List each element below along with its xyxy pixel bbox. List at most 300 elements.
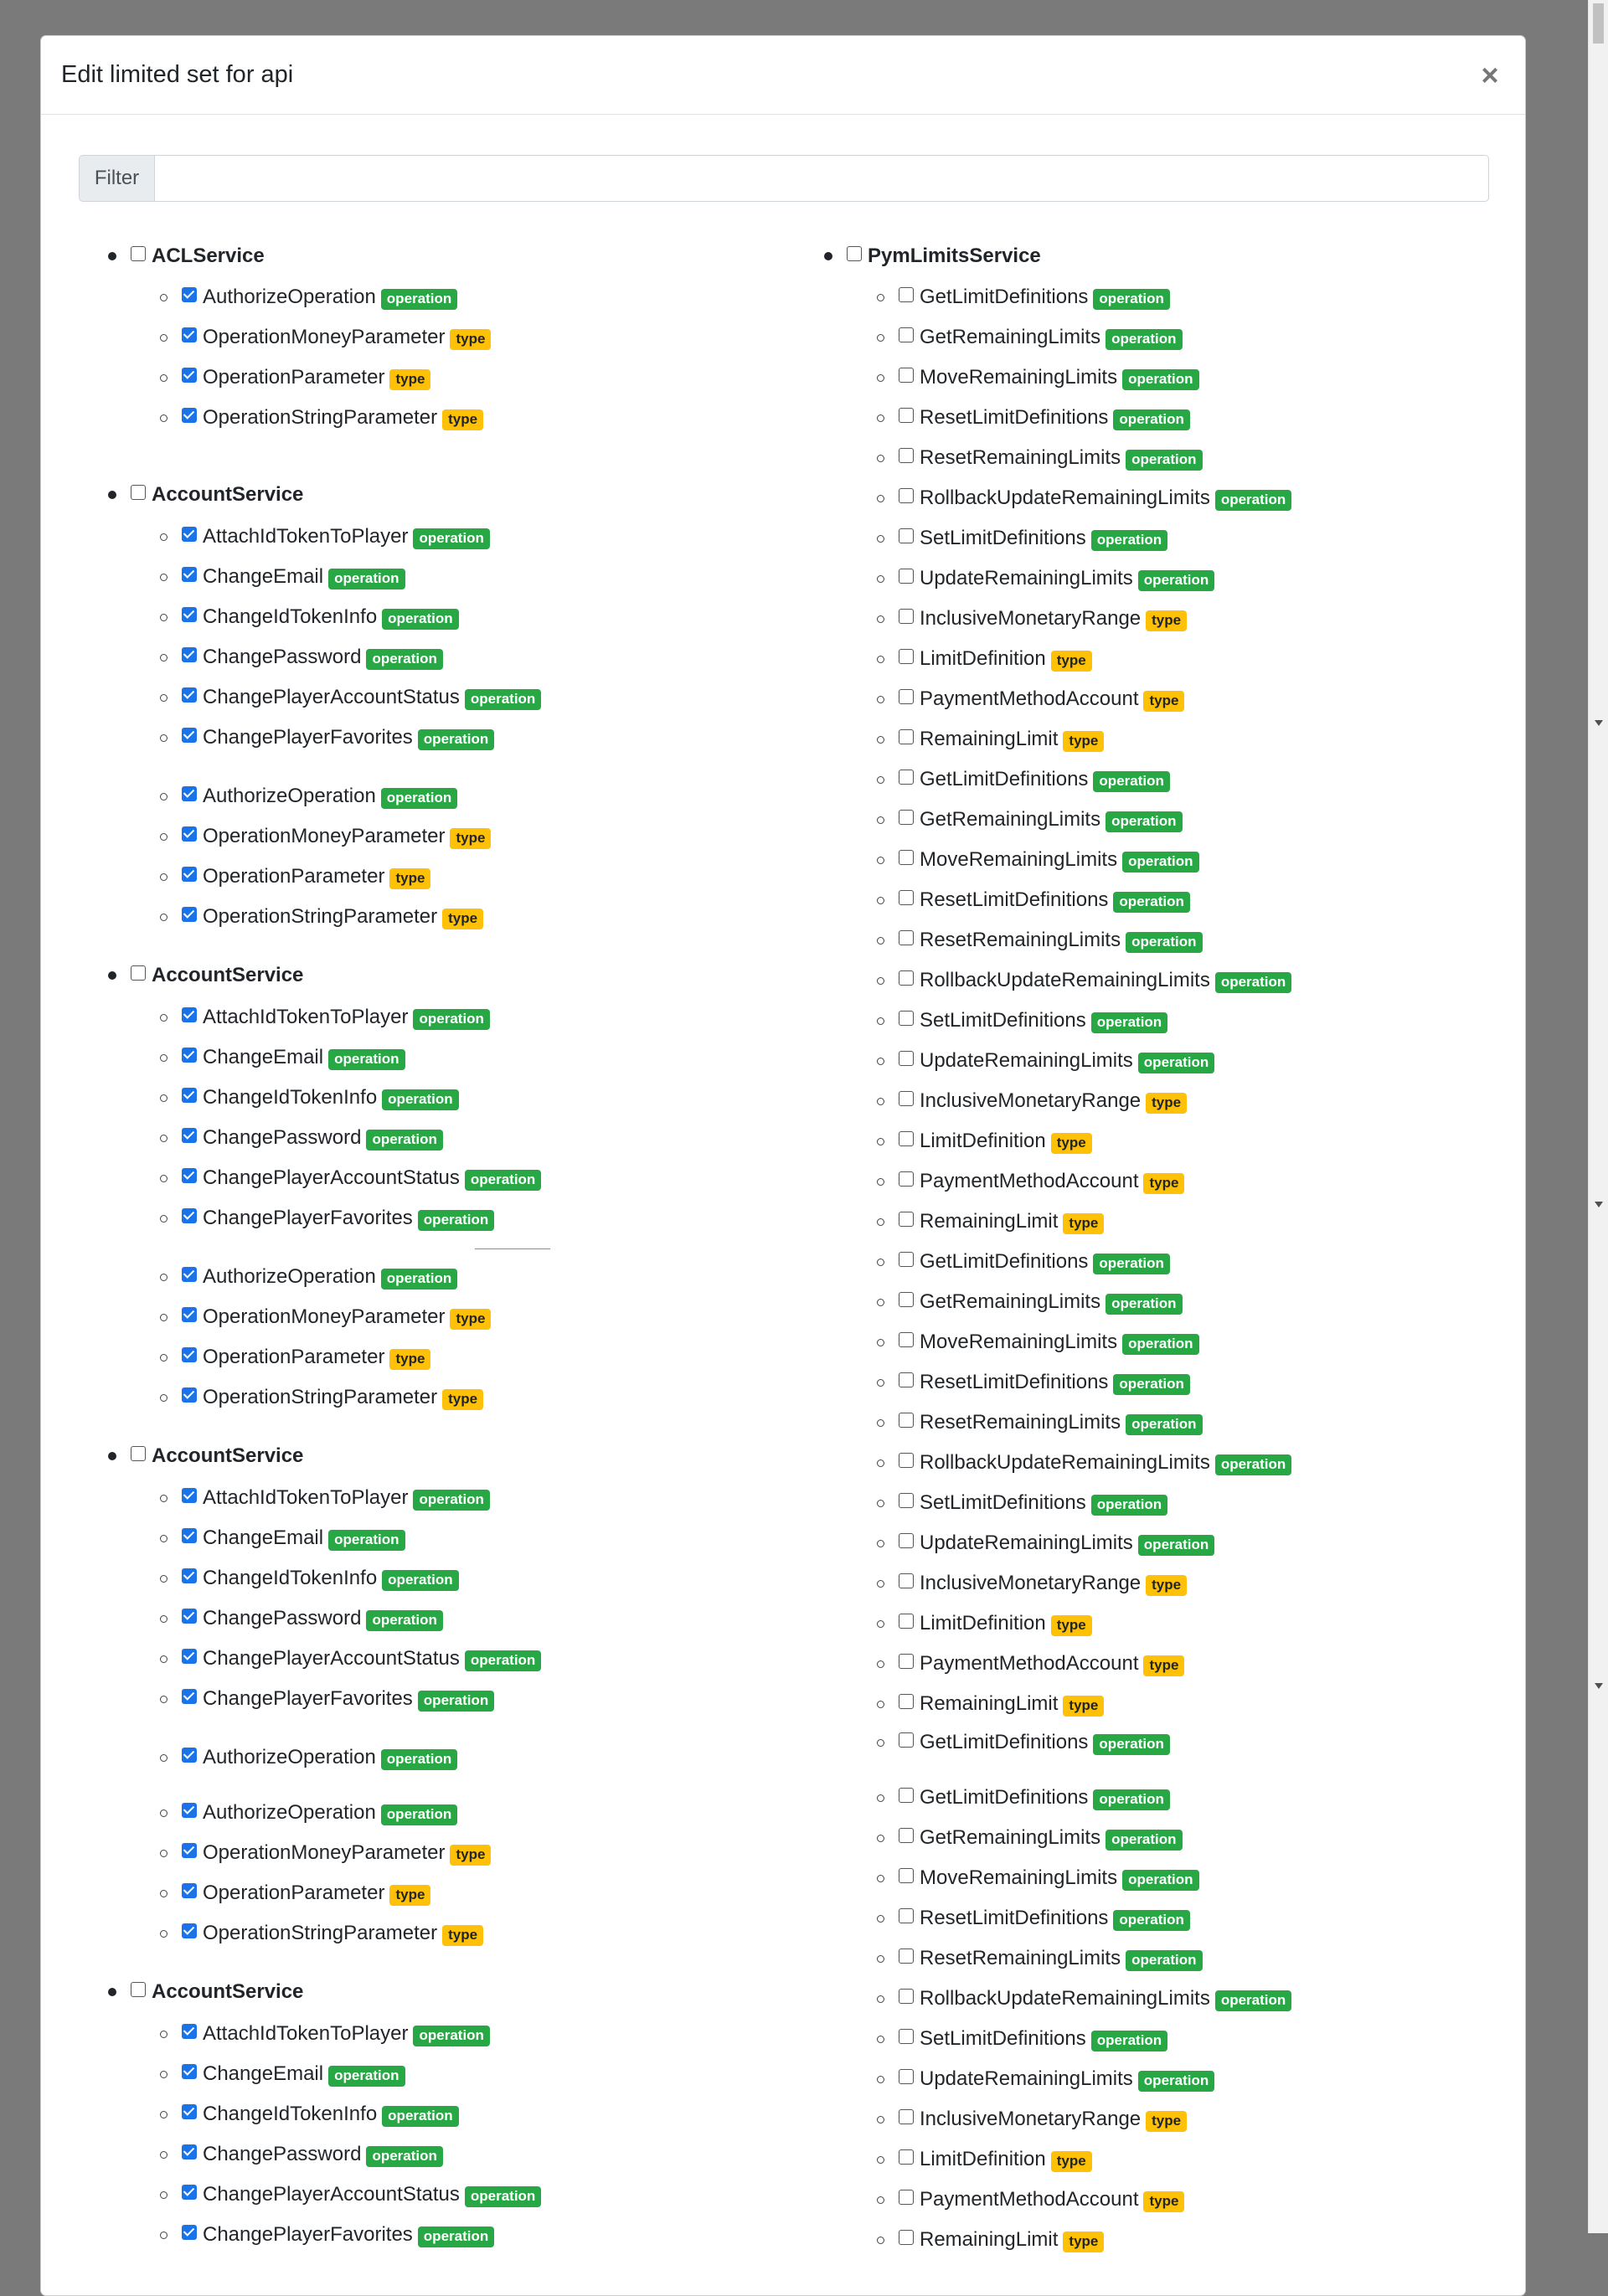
operation-badge: operation [382, 2106, 458, 2127]
list-item [160, 1481, 490, 1515]
list-item [877, 1567, 1187, 1600]
item-label: ChangeIdTokenInfo [203, 1086, 378, 1109]
operation-badge: operation [1122, 369, 1198, 390]
item-checkbox[interactable] [899, 1493, 914, 1508]
item-label: LimitDefinition [920, 647, 1046, 670]
bullet-icon [160, 1274, 168, 1281]
item-label: OperationStringParameter [203, 905, 438, 928]
filter-label: Filter [79, 155, 154, 202]
item-checkbox[interactable] [899, 1573, 914, 1588]
operation-badge: operation [465, 2186, 541, 2207]
item-checkbox[interactable] [899, 327, 914, 342]
item-label: SetLimitDefinitions [920, 1491, 1086, 1514]
item-label: ChangePassword [203, 646, 362, 668]
item-checkbox[interactable] [182, 567, 197, 582]
item-label: LimitDefinition [920, 1612, 1046, 1634]
bullet-icon [160, 294, 168, 301]
item-label: OperationMoneyParameter [203, 1305, 446, 1328]
item-label: PaymentMethodAccount [920, 1652, 1139, 1675]
service-row [108, 478, 303, 512]
item-checkbox[interactable] [182, 2144, 197, 2160]
list-item [160, 1521, 405, 1555]
item-checkbox[interactable] [182, 786, 197, 801]
item-checkbox[interactable] [182, 1387, 197, 1403]
service-label: AccountService [152, 964, 304, 986]
item-label: ChangeEmail [203, 565, 324, 588]
list-item [877, 441, 1203, 475]
item-label: ResetLimitDefinitions [920, 1907, 1109, 1929]
list-item [160, 900, 483, 934]
bullet-icon [108, 491, 116, 499]
item-checkbox[interactable] [182, 1748, 197, 1763]
item-label: ResetLimitDefinitions [920, 888, 1109, 911]
item-label: RemainingLimit [920, 1692, 1059, 1715]
list-item [877, 803, 1183, 837]
modal-header [41, 36, 1525, 115]
operation-badge: operation [328, 1530, 405, 1551]
item-label: GetRemainingLimits [920, 326, 1101, 348]
bullet-icon [160, 1175, 168, 1182]
item-checkbox[interactable] [899, 649, 914, 664]
item-checkbox[interactable] [899, 569, 914, 584]
bullet-icon [160, 1054, 168, 1062]
list-item [877, 1205, 1104, 1238]
item-checkbox[interactable] [899, 1949, 914, 1964]
item-checkbox[interactable] [182, 1307, 197, 1322]
type-badge: type [1146, 1093, 1187, 1114]
item-label: GetLimitDefinitions [920, 1250, 1089, 1273]
bullet-icon [160, 2111, 168, 2118]
operation-badge: operation [1106, 329, 1182, 350]
type-badge: type [1146, 1575, 1187, 1596]
item-label: ChangePlayerAccountStatus [203, 1166, 460, 1189]
operation-badge: operation [1138, 1535, 1214, 1556]
item-checkbox[interactable] [182, 1007, 197, 1022]
operation-badge: operation [418, 729, 494, 750]
item-label: ChangeIdTokenInfo [203, 605, 378, 628]
bullet-icon [160, 1930, 168, 1938]
close-icon[interactable]: × [1481, 57, 1499, 92]
service-label: AccountService [152, 1444, 304, 1467]
list-item [160, 1917, 483, 1950]
item-label: ChangePassword [203, 1126, 362, 1149]
service-label: AccountService [152, 1980, 304, 2003]
operation-badge: operation [1113, 409, 1189, 430]
item-label: AuthorizeOperation [203, 286, 376, 308]
item-checkbox[interactable] [182, 2064, 197, 2079]
item-checkbox[interactable] [899, 1614, 914, 1629]
operation-badge: operation [381, 1804, 457, 1825]
item-checkbox[interactable] [182, 907, 197, 922]
list-item [160, 641, 443, 674]
bullet-icon [160, 1135, 168, 1142]
item-label: MoveRemainingLimits [920, 848, 1118, 871]
type-badge: type [1063, 2232, 1104, 2252]
list-item [160, 1260, 457, 1294]
bullet-icon [877, 816, 884, 824]
item-checkbox[interactable] [899, 1332, 914, 1347]
bullet-icon [877, 1017, 884, 1025]
item-label: ResetRemainingLimits [920, 446, 1121, 469]
filter-input[interactable] [154, 155, 1489, 202]
item-checkbox[interactable] [899, 1788, 914, 1803]
bullet-icon [877, 1500, 884, 1507]
type-badge: type [450, 329, 491, 350]
list-item [877, 1285, 1183, 1319]
item-checkbox[interactable] [899, 2230, 914, 2245]
item-label: ChangePassword [203, 2143, 362, 2165]
item-checkbox[interactable] [899, 1051, 914, 1066]
item-checkbox[interactable] [899, 1252, 914, 1267]
bullet-icon [877, 615, 884, 623]
bullet-icon [877, 1915, 884, 1923]
item-checkbox[interactable] [182, 1088, 197, 1103]
item-checkbox[interactable] [899, 1091, 914, 1106]
list-item [160, 1381, 483, 1414]
bullet-icon [877, 455, 884, 462]
item-checkbox[interactable] [899, 2109, 914, 2124]
operation-badge: operation [1215, 972, 1291, 993]
operation-badge: operation [1113, 1374, 1189, 1395]
bullet-icon [160, 654, 168, 662]
item-label: AuthorizeOperation [203, 1265, 376, 1288]
bullet-icon [877, 696, 884, 703]
item-label: ChangePassword [203, 1607, 362, 1629]
item-checkbox[interactable] [182, 607, 197, 622]
type-badge: type [1143, 1655, 1184, 1676]
item-checkbox[interactable] [182, 2185, 197, 2200]
list-item [877, 1165, 1184, 1198]
bullet-icon [877, 1580, 884, 1588]
type-badge: type [389, 1885, 430, 1906]
item-checkbox[interactable] [182, 527, 197, 542]
operation-badge: operation [1138, 1053, 1214, 1073]
list-item [160, 1300, 491, 1334]
item-checkbox[interactable] [182, 1568, 197, 1583]
page-scrollbar[interactable] [1588, 0, 1608, 2233]
item-checkbox[interactable] [899, 1171, 914, 1187]
bullet-icon [160, 1094, 168, 1102]
item-checkbox[interactable] [182, 1843, 197, 1858]
item-checkbox[interactable] [182, 647, 197, 662]
bullet-icon [160, 1754, 168, 1762]
type-badge: type [1143, 691, 1184, 712]
item-checkbox[interactable] [899, 2069, 914, 2084]
item-checkbox[interactable] [899, 2149, 914, 2165]
item-label: AuthorizeOperation [203, 785, 376, 807]
item-checkbox[interactable] [182, 408, 197, 423]
item-label: RollbackUpdateRemainingLimits [920, 969, 1210, 991]
service-checkbox[interactable] [847, 246, 862, 261]
item-checkbox[interactable] [899, 770, 914, 785]
bullet-icon [160, 1215, 168, 1223]
bullet-icon [160, 1535, 168, 1542]
bullet-icon [160, 2151, 168, 2159]
item-checkbox[interactable] [899, 1212, 914, 1227]
list-item [877, 723, 1104, 756]
item-label: ResetRemainingLimits [920, 1411, 1121, 1434]
bullet-icon [160, 414, 168, 422]
bullet-icon [160, 1850, 168, 1857]
bullet-icon [877, 1620, 884, 1628]
type-badge: type [1051, 1615, 1092, 1636]
list-item [160, 1682, 494, 1716]
bullet-icon [108, 1988, 116, 1996]
item-checkbox[interactable] [182, 1347, 197, 1362]
service-checkbox[interactable] [131, 1446, 146, 1461]
item-checkbox[interactable] [182, 728, 197, 743]
item-checkbox[interactable] [182, 1923, 197, 1938]
item-label: AuthorizeOperation [203, 1801, 376, 1824]
item-checkbox[interactable] [899, 930, 914, 945]
item-label: OperationStringParameter [203, 1386, 438, 1408]
list-item [160, 1081, 459, 1115]
item-checkbox[interactable] [899, 1694, 914, 1709]
type-badge: type [442, 409, 483, 430]
bullet-icon [877, 1459, 884, 1467]
list-item [160, 321, 491, 354]
item-checkbox[interactable] [182, 687, 197, 703]
item-label: GetLimitDefinitions [920, 1731, 1089, 1753]
list-item [877, 2223, 1104, 2257]
item-checkbox[interactable] [182, 1649, 197, 1664]
operation-badge: operation [1126, 1414, 1202, 1435]
item-checkbox[interactable] [899, 1292, 914, 1307]
list-item [160, 1562, 459, 1595]
bullet-icon [160, 2071, 168, 2078]
operation-badge: operation [1138, 2071, 1214, 2092]
operation-badge: operation [418, 2227, 494, 2247]
item-checkbox[interactable] [182, 2225, 197, 2240]
item-label: SetLimitDefinitions [920, 2027, 1086, 2050]
item-checkbox[interactable] [899, 1908, 914, 1923]
list-item [877, 1781, 1170, 1815]
item-label: InclusiveMonetaryRange [920, 1089, 1142, 1112]
bullet-icon [877, 374, 884, 382]
item-label: OperationStringParameter [203, 406, 438, 429]
item-checkbox[interactable] [899, 1989, 914, 2004]
operation-badge: operation [381, 1749, 457, 1770]
operation-badge: operation [465, 1650, 541, 1671]
item-label: ResetRemainingLimits [920, 929, 1121, 951]
list-item [160, 361, 430, 394]
item-checkbox[interactable] [899, 1453, 914, 1468]
operation-badge: operation [1122, 852, 1198, 873]
item-checkbox[interactable] [182, 368, 197, 383]
list-item [160, 2057, 405, 2091]
filter-group [79, 155, 1489, 202]
item-checkbox[interactable] [182, 2024, 197, 2039]
type-badge: type [450, 1845, 491, 1866]
item-checkbox[interactable] [899, 1732, 914, 1748]
list-item [160, 1741, 457, 1774]
item-label: ChangeIdTokenInfo [203, 1567, 378, 1589]
bullet-icon [877, 1955, 884, 1963]
item-checkbox[interactable] [899, 287, 914, 302]
operation-badge: operation [1122, 1870, 1198, 1891]
operation-badge: operation [381, 788, 457, 809]
item-checkbox[interactable] [182, 327, 197, 342]
operation-badge: operation [1113, 892, 1189, 913]
bullet-icon [877, 1299, 884, 1306]
item-checkbox[interactable] [899, 609, 914, 624]
bullet-icon [108, 252, 116, 260]
bullet-icon [877, 2156, 884, 2164]
item-checkbox[interactable] [899, 890, 914, 905]
item-label: InclusiveMonetaryRange [920, 607, 1142, 630]
item-label: ChangeIdTokenInfo [203, 2103, 378, 2125]
list-item [877, 642, 1092, 676]
item-checkbox[interactable] [899, 1828, 914, 1843]
list-item [877, 843, 1199, 877]
item-checkbox[interactable] [182, 1803, 197, 1818]
item-checkbox[interactable] [182, 1883, 197, 1898]
operation-badge: operation [1093, 1734, 1169, 1755]
item-checkbox[interactable] [899, 1413, 914, 1428]
list-item [160, 860, 430, 893]
item-label: RollbackUpdateRemainingLimits [920, 1987, 1210, 2010]
item-checkbox[interactable] [899, 2190, 914, 2205]
list-item [877, 562, 1214, 595]
item-checkbox[interactable] [899, 528, 914, 543]
bullet-icon [877, 857, 884, 864]
service-checkbox[interactable] [131, 1982, 146, 1997]
item-checkbox[interactable] [899, 689, 914, 704]
item-checkbox[interactable] [182, 826, 197, 842]
list-item [160, 600, 459, 634]
item-checkbox[interactable] [182, 867, 197, 882]
type-badge: type [450, 1309, 491, 1330]
item-checkbox[interactable] [182, 1048, 197, 1063]
item-checkbox[interactable] [899, 1372, 914, 1387]
item-label: ChangePlayerFavorites [203, 2223, 413, 2246]
bullet-icon [160, 734, 168, 742]
bullet-icon [877, 2036, 884, 2043]
operation-badge: operation [381, 1269, 457, 1290]
item-checkbox[interactable] [899, 488, 914, 503]
type-badge: type [442, 1389, 483, 1410]
item-checkbox[interactable] [899, 408, 914, 423]
item-label: OperationParameter [203, 366, 385, 389]
item-label: ChangeEmail [203, 1526, 324, 1549]
item-checkbox[interactable] [899, 810, 914, 825]
item-checkbox[interactable] [182, 1168, 197, 1183]
item-label: PaymentMethodAccount [920, 687, 1139, 710]
item-label: GetRemainingLimits [920, 1290, 1101, 1313]
item-checkbox[interactable] [899, 729, 914, 744]
operation-badge: operation [366, 2146, 442, 2167]
item-checkbox[interactable] [182, 1528, 197, 1543]
bullet-icon [160, 1810, 168, 1817]
list-item [877, 1245, 1170, 1279]
item-checkbox[interactable] [899, 970, 914, 986]
list-item [877, 602, 1187, 636]
item-checkbox[interactable] [182, 1488, 197, 1503]
type-badge: type [1143, 2191, 1184, 2212]
item-checkbox[interactable] [182, 1689, 197, 1704]
item-label: MoveRemainingLimits [920, 1866, 1118, 1889]
list-item [877, 1486, 1167, 1520]
item-label: ChangePlayerFavorites [203, 1687, 413, 1710]
operation-badge: operation [382, 1089, 458, 1110]
bullet-icon [160, 833, 168, 841]
item-label: PaymentMethodAccount [920, 1170, 1139, 1192]
list-item [160, 1876, 430, 1910]
item-checkbox[interactable] [182, 1609, 197, 1624]
item-checkbox[interactable] [899, 1533, 914, 1548]
service-checkbox[interactable] [131, 485, 146, 500]
item-checkbox[interactable] [182, 1208, 197, 1223]
bullet-icon [160, 1014, 168, 1022]
item-label: AttachIdTokenToPlayer [203, 2022, 409, 2045]
list-item [160, 820, 491, 853]
item-label: AuthorizeOperation [203, 1746, 376, 1768]
item-checkbox[interactable] [899, 448, 914, 463]
item-checkbox[interactable] [899, 1868, 914, 1883]
item-checkbox[interactable] [899, 1011, 914, 1026]
service-row [108, 1439, 303, 1473]
operation-badge: operation [465, 689, 541, 710]
type-badge: type [1143, 1173, 1184, 1194]
item-checkbox[interactable] [899, 1654, 914, 1669]
list-item [160, 2178, 541, 2211]
item-checkbox[interactable] [182, 1128, 197, 1143]
list-item [877, 2143, 1092, 2176]
bullet-icon [160, 614, 168, 621]
bullet-icon [824, 252, 832, 260]
item-label: ResetLimitDefinitions [920, 1371, 1109, 1393]
item-label: LimitDefinition [920, 1130, 1046, 1152]
item-checkbox[interactable] [899, 1131, 914, 1146]
list-item [160, 2138, 443, 2171]
item-label: GetRemainingLimits [920, 1826, 1101, 1849]
item-checkbox[interactable] [182, 1267, 197, 1282]
bullet-icon [160, 914, 168, 921]
list-item [877, 481, 1291, 515]
item-checkbox[interactable] [182, 287, 197, 302]
bullet-icon [160, 1890, 168, 1897]
item-checkbox[interactable] [182, 2104, 197, 2119]
list-item [877, 1726, 1170, 1759]
type-badge: type [442, 1925, 483, 1946]
item-checkbox[interactable] [899, 368, 914, 383]
type-badge: type [1063, 1696, 1104, 1717]
list-item [877, 1821, 1183, 1855]
bullet-icon [877, 1339, 884, 1346]
bullet-icon [877, 1138, 884, 1145]
item-checkbox[interactable] [899, 2029, 914, 2044]
service-checkbox[interactable] [131, 965, 146, 981]
operation-badge: operation [418, 1210, 494, 1231]
list-item [160, 281, 457, 314]
item-label: OperationMoneyParameter [203, 825, 446, 847]
item-label: GetLimitDefinitions [920, 768, 1089, 790]
type-badge: type [1063, 1213, 1104, 1234]
item-label: UpdateRemainingLimits [920, 2067, 1133, 2090]
operation-badge: operation [1106, 1294, 1182, 1315]
type-badge: type [1051, 1133, 1092, 1154]
service-checkbox[interactable] [131, 246, 146, 261]
operation-badge: operation [1126, 932, 1202, 953]
scroll-down-arrow-icon [1595, 720, 1603, 726]
scrollbar-thumb[interactable] [1593, 3, 1604, 44]
bullet-icon [877, 1098, 884, 1105]
list-item [877, 682, 1184, 716]
list-item [877, 1526, 1214, 1560]
type-badge: type [1146, 610, 1187, 631]
item-checkbox[interactable] [899, 850, 914, 865]
bullet-icon [877, 1259, 884, 1266]
